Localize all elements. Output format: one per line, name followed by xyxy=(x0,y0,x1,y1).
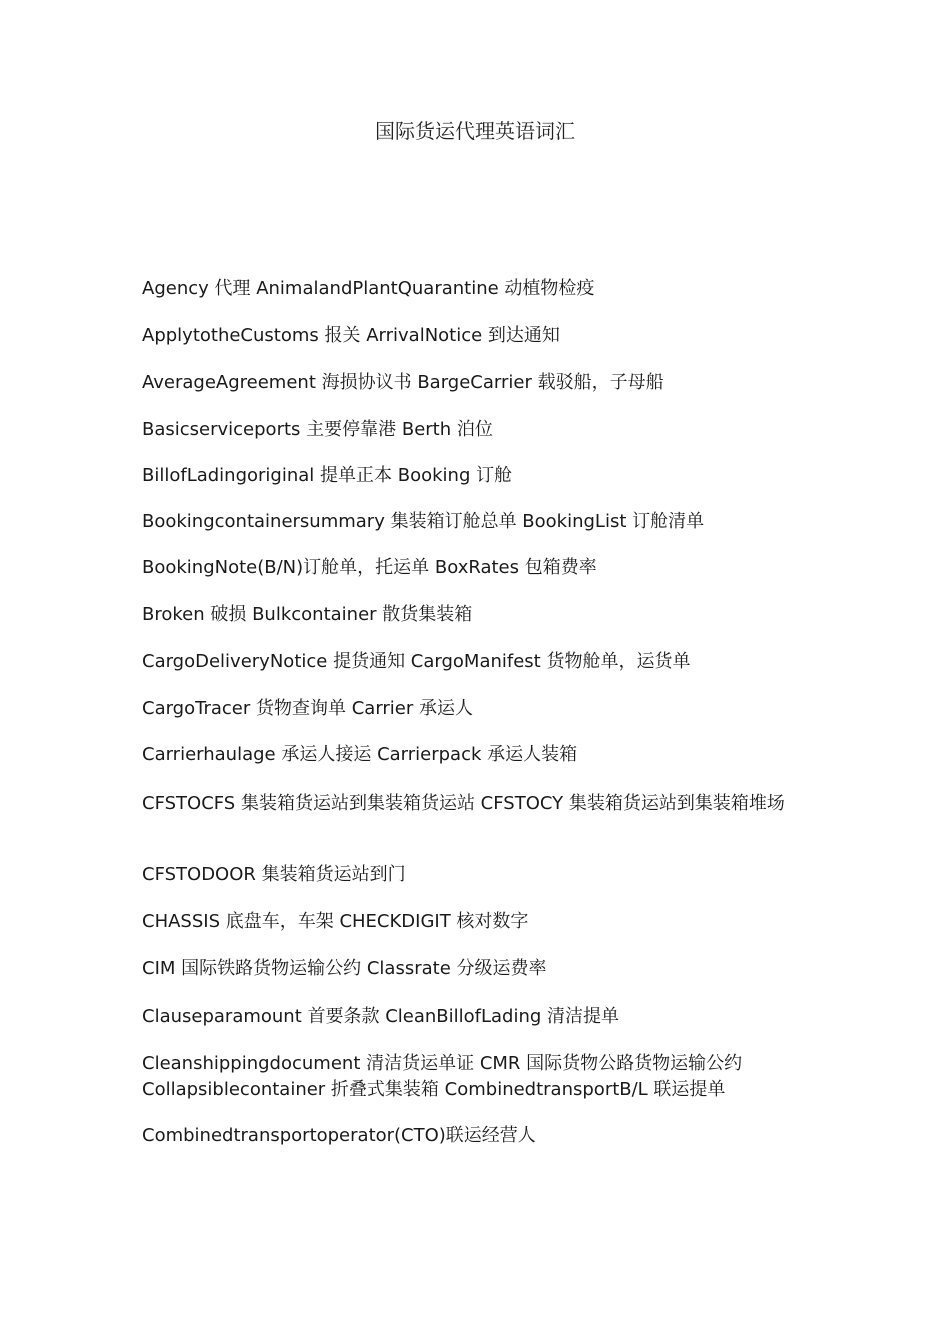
list-item: Agency 代理 AnimalandPlantQuarantine 动植物检疫 xyxy=(142,278,595,299)
list-item: Bookingcontainersummary 集装箱订舱总单 BookingList 订舱清单 xyxy=(142,511,705,532)
list-item: Combinedtransportoperator(CTO)联运经营人 xyxy=(142,1125,536,1146)
list-item: CIM 国际铁路货物运输公约 Classrate 分级运费率 xyxy=(142,958,547,979)
list-item: BillofLadingoriginal 提单正本 Booking 订舱 xyxy=(142,465,513,486)
list-item: BookingNote(B/N)订舱单，托运单 BoxRates 包箱费率 xyxy=(142,557,597,578)
page-title: 国际货运代理英语词汇 xyxy=(375,119,575,143)
list-item: Collapsiblecontainer 折叠式集装箱 CombinedtransportB/L 联运提单 xyxy=(142,1079,726,1100)
list-item: Clauseparamount 首要条款 CleanBillofLading 清洁提单 xyxy=(142,1006,620,1027)
list-item: CHASSIS 底盘车，车架 CHECKDIGIT 核对数字 xyxy=(142,911,529,932)
list-item: Cleanshippingdocument 清洁货运单证 CMR 国际货物公路货物运输公约 xyxy=(142,1053,743,1074)
list-item: Basicserviceports 主要停靠港 Berth 泊位 xyxy=(142,419,493,440)
list-item: ApplytotheCustoms 报关 ArrivalNotice 到达通知 xyxy=(142,325,560,346)
list-item: Broken 破损 Bulkcontainer 散货集装箱 xyxy=(142,604,473,625)
list-item: CargoDeliveryNotice 提货通知 CargoManifest 货物舱单，运货单 xyxy=(142,651,691,672)
list-item: CFSTOCFS 集装箱货运站到集装箱货运站 CFSTOCY 集装箱货运站到集装箱堆场 xyxy=(142,793,785,814)
list-item: CFSTODOOR 集装箱货运站到门 xyxy=(142,864,406,885)
list-item: AverageAgreement 海损协议书 BargeCarrier 载驳船，子母船 xyxy=(142,372,664,393)
list-item: Carrierhaulage 承运人接运 Carrierpack 承运人装箱 xyxy=(142,744,578,765)
list-item: CargoTracer 货物查询单 Carrier 承运人 xyxy=(142,698,473,719)
